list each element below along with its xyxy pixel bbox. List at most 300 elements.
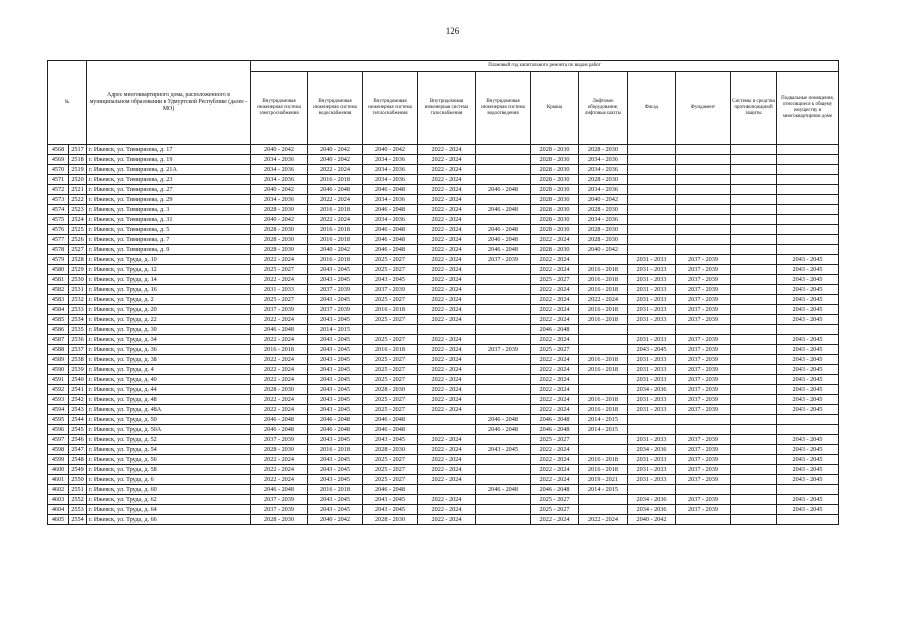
period-cell: 2016 - 2018	[308, 235, 363, 245]
address-cell: г. Ижевск, ул. Тимирязева, д. 9	[87, 245, 251, 255]
period-cell: 2022 - 2024	[531, 315, 579, 325]
period-cell	[628, 185, 676, 195]
period-cell: 2034 - 2036	[251, 155, 308, 165]
period-cell: 2016 - 2018	[579, 275, 628, 285]
period-cell: 2040 - 2042	[579, 245, 628, 255]
period-cell	[628, 225, 676, 235]
period-cell: 2022 - 2024	[531, 355, 579, 365]
address-cell: г. Ижевск, ул. Труда, д. 50А	[87, 425, 251, 435]
table-row	[48, 345, 839, 355]
period-cell: 2046 - 2048	[476, 415, 531, 425]
period-cell: 2037 - 2039	[676, 465, 731, 475]
period-cell: 2037 - 2039	[251, 305, 308, 315]
period-cell: 2016 - 2018	[308, 445, 363, 455]
period-cell	[476, 335, 531, 345]
mo-number-cell: 2542	[69, 395, 87, 405]
period-cell: 2022 - 2024	[531, 405, 579, 415]
period-cell: 2022 - 2024	[418, 495, 476, 505]
period-cell: 2046 - 2048	[531, 325, 579, 335]
period-cell	[628, 165, 676, 175]
mo-number-cell: 2551	[69, 485, 87, 495]
address-cell: г. Ижевск, ул. Труда, д. 64	[87, 505, 251, 515]
period-cell: 2028 - 2030	[251, 235, 308, 245]
period-cell: 2022 - 2024	[531, 515, 579, 525]
period-cell: 2046 - 2048	[363, 485, 418, 495]
period-cell: 2031 - 2033	[628, 365, 676, 375]
address-cell: г. Ижевск, ул. Труда, д. 66	[87, 515, 251, 525]
period-cell: 2043 - 2045	[777, 345, 839, 355]
period-cell	[418, 485, 476, 495]
period-cell: 2043 - 2045	[777, 255, 839, 265]
period-cell: 2037 - 2039	[676, 405, 731, 415]
period-cell: 2037 - 2039	[676, 445, 731, 455]
mo-number-cell: 2541	[69, 385, 87, 395]
period-cell: 2022 - 2024	[418, 185, 476, 195]
period-cell: 2025 - 2027	[363, 255, 418, 265]
period-cell: 2028 - 2030	[251, 205, 308, 215]
address-cell: г. Ижевск, ул. Тимирязева, д. 21А	[87, 165, 251, 175]
period-cell: 2034 - 2036	[363, 215, 418, 225]
period-cell: 2028 - 2030	[251, 515, 308, 525]
period-cell	[676, 195, 731, 205]
period-cell	[476, 515, 531, 525]
work-column-header: Фасад	[628, 72, 676, 145]
period-cell	[476, 375, 531, 385]
period-cell	[363, 325, 418, 335]
period-cell: 2037 - 2039	[676, 265, 731, 275]
mo-number-cell: 2517	[69, 145, 87, 155]
period-cell: 2022 - 2024	[418, 255, 476, 265]
period-cell	[676, 185, 731, 195]
address-cell: г. Ижевск, ул. Труда, д. 6	[87, 475, 251, 485]
period-cell: 2022 - 2024	[579, 515, 628, 525]
period-cell: 2037 - 2039	[251, 505, 308, 515]
period-cell	[731, 295, 777, 305]
period-cell: 2022 - 2024	[418, 285, 476, 295]
period-cell: 2031 - 2033	[628, 355, 676, 365]
period-cell	[676, 225, 731, 235]
period-cell: 2028 - 2030	[531, 225, 579, 235]
period-cell	[731, 435, 777, 445]
row-number-cell: 4579	[48, 255, 69, 265]
period-cell	[418, 425, 476, 435]
period-cell: 2022 - 2024	[251, 475, 308, 485]
period-cell	[579, 445, 628, 455]
address-cell: г. Ижевск, ул. Тимирязева, д. 3	[87, 205, 251, 215]
period-cell	[579, 505, 628, 515]
mo-number-cell: 2524	[69, 215, 87, 225]
period-cell	[777, 415, 839, 425]
period-cell: 2043 - 2045	[308, 295, 363, 305]
mo-number-cell: 2525	[69, 225, 87, 235]
period-cell: 2031 - 2033	[628, 465, 676, 475]
period-cell: 2040 - 2042	[251, 145, 308, 155]
period-cell: 2028 - 2030	[531, 185, 579, 195]
period-cell	[676, 145, 731, 155]
period-cell	[476, 155, 531, 165]
mo-number-cell: 2519	[69, 165, 87, 175]
row-number-cell: 4592	[48, 385, 69, 395]
period-cell: 2022 - 2024	[531, 305, 579, 315]
period-cell: 2022 - 2024	[251, 255, 308, 265]
period-cell: 2022 - 2024	[531, 285, 579, 295]
period-cell	[731, 425, 777, 435]
mo-number-cell: 2536	[69, 335, 87, 345]
address-cell: г. Ижевск, ул. Труда, д. 48	[87, 395, 251, 405]
period-cell: 2043 - 2045	[308, 505, 363, 515]
period-cell: 2022 - 2024	[418, 455, 476, 465]
period-cell: 2037 - 2039	[676, 315, 731, 325]
period-cell: 2043 - 2045	[476, 445, 531, 455]
table-row	[48, 195, 839, 205]
period-cell	[731, 165, 777, 175]
period-cell: 2043 - 2045	[308, 265, 363, 275]
period-cell: 2043 - 2045	[308, 435, 363, 445]
period-cell: 2046 - 2048	[251, 415, 308, 425]
row-number-cell: 4595	[48, 415, 69, 425]
period-cell	[476, 385, 531, 395]
address-cell: г. Ижевск, ул. Тимирязева, д. 31	[87, 215, 251, 225]
table-row	[48, 415, 839, 425]
period-cell	[628, 415, 676, 425]
mo-number-cell: 2548	[69, 455, 87, 465]
row-number-cell: 4586	[48, 325, 69, 335]
address-cell: г. Ижевск, ул. Труда, д. 58	[87, 465, 251, 475]
period-cell	[476, 165, 531, 175]
period-cell: 2022 - 2024	[418, 405, 476, 415]
period-cell: 2043 - 2045	[777, 475, 839, 485]
table-header	[48, 61, 839, 145]
period-cell: 2022 - 2024	[251, 355, 308, 365]
row-number-cell: 4600	[48, 465, 69, 475]
period-cell	[731, 465, 777, 475]
period-cell: 2043 - 2045	[777, 445, 839, 455]
address-cell: г. Ижевск, ул. Труда, д. 62	[87, 495, 251, 505]
period-cell: 2016 - 2018	[579, 305, 628, 315]
period-cell: 2040 - 2042	[308, 155, 363, 165]
period-cell	[579, 435, 628, 445]
period-cell: 2022 - 2024	[418, 355, 476, 365]
mo-number-cell: 2521	[69, 185, 87, 195]
address-cell: г. Ижевск, ул. Труда, д. 16	[87, 285, 251, 295]
period-cell: 2016 - 2018	[308, 225, 363, 235]
period-cell: 2014 - 2015	[579, 425, 628, 435]
period-cell	[777, 165, 839, 175]
period-cell: 2037 - 2039	[308, 285, 363, 295]
period-cell: 2022 - 2024	[251, 375, 308, 385]
mo-number-cell: 2547	[69, 445, 87, 455]
table-row	[48, 285, 839, 295]
period-cell: 2037 - 2039	[676, 365, 731, 375]
table-row	[48, 405, 839, 415]
period-cell	[731, 395, 777, 405]
mo-number-cell: 2528	[69, 255, 87, 265]
period-cell: 2014 - 2015	[308, 325, 363, 335]
period-cell: 2034 - 2036	[251, 175, 308, 185]
period-cell: 2022 - 2024	[418, 465, 476, 475]
period-cell	[628, 155, 676, 165]
period-cell: 2022 - 2024	[418, 515, 476, 525]
row-number-cell: 4602	[48, 485, 69, 495]
period-cell	[731, 405, 777, 415]
table-row	[48, 485, 839, 495]
work-column-header: Крыша	[531, 72, 579, 145]
period-cell	[579, 385, 628, 395]
period-cell: 2028 - 2030	[251, 225, 308, 235]
period-cell: 2025 - 2027	[363, 395, 418, 405]
period-cell: 2031 - 2033	[628, 315, 676, 325]
period-cell: 2040 - 2042	[251, 215, 308, 225]
table-row	[48, 475, 839, 485]
period-cell: 2043 - 2045	[777, 265, 839, 275]
work-column-header: Системы и средства противопожарной защиты	[731, 72, 777, 145]
period-cell: 2043 - 2045	[308, 395, 363, 405]
period-cell	[628, 485, 676, 495]
period-cell: 2022 - 2024	[418, 205, 476, 215]
period-cell: 2016 - 2018	[308, 255, 363, 265]
row-number-cell: 4604	[48, 505, 69, 515]
mo-number-cell: 2550	[69, 475, 87, 485]
period-cell: 2022 - 2024	[418, 195, 476, 205]
mo-number-cell: 2534	[69, 315, 87, 325]
period-cell	[628, 245, 676, 255]
period-cell: 2022 - 2024	[531, 385, 579, 395]
period-cell: 2025 - 2027	[363, 295, 418, 305]
period-cell: 2022 - 2024	[251, 455, 308, 465]
period-cell: 2022 - 2024	[418, 155, 476, 165]
period-cell	[628, 235, 676, 245]
period-cell	[476, 175, 531, 185]
table-row	[48, 215, 839, 225]
period-cell	[476, 455, 531, 465]
period-cell	[628, 205, 676, 215]
period-cell: 2022 - 2024	[418, 375, 476, 385]
period-cell: 2031 - 2033	[628, 255, 676, 265]
row-number-cell: 4590	[48, 365, 69, 375]
period-cell: 2034 - 2036	[251, 165, 308, 175]
period-cell	[628, 145, 676, 155]
period-cell: 2022 - 2024	[418, 145, 476, 155]
period-cell	[676, 415, 731, 425]
period-cell	[731, 155, 777, 165]
period-cell: 2040 - 2042	[308, 515, 363, 525]
period-cell: 2043 - 2045	[777, 395, 839, 405]
address-header: Адрес многоквартирного дома, расположенного в муниципальном образовании в Удмуртской Республике (далее - МО)	[87, 61, 251, 145]
table-row	[48, 295, 839, 305]
table-row	[48, 435, 839, 445]
period-cell: 2022 - 2024	[418, 265, 476, 275]
period-cell: 2016 - 2018	[251, 345, 308, 355]
work-column-header: Фундамент	[676, 72, 731, 145]
period-cell	[777, 425, 839, 435]
period-cell: 2043 - 2045	[777, 315, 839, 325]
mo-number-cell: 2554	[69, 515, 87, 525]
period-cell	[676, 235, 731, 245]
period-cell: 2022 - 2024	[531, 365, 579, 375]
period-cell: 2046 - 2048	[363, 425, 418, 435]
period-cell: 2028 - 2030	[579, 145, 628, 155]
table-row	[48, 325, 839, 335]
period-cell: 2028 - 2030	[363, 385, 418, 395]
period-cell: 2034 - 2036	[628, 385, 676, 395]
period-cell: 2028 - 2030	[363, 515, 418, 525]
period-cell: 2025 - 2027	[531, 275, 579, 285]
period-cell	[777, 485, 839, 495]
page-number: 126	[445, 26, 460, 36]
mo-number-cell: 2545	[69, 425, 87, 435]
period-cell: 2016 - 2018	[363, 345, 418, 355]
period-cell: 2046 - 2048	[476, 225, 531, 235]
period-cell: 2022 - 2024	[531, 295, 579, 305]
period-cell: 2016 - 2018	[579, 465, 628, 475]
period-cell: 2043 - 2045	[308, 365, 363, 375]
period-cell: 2043 - 2045	[363, 505, 418, 515]
period-cell: 2046 - 2048	[531, 485, 579, 495]
period-cell	[476, 275, 531, 285]
period-cell: 2040 - 2042	[628, 515, 676, 525]
address-cell: г. Ижевск, ул. Труда, д. 30	[87, 325, 251, 335]
period-cell	[731, 495, 777, 505]
period-cell: 2022 - 2024	[418, 215, 476, 225]
period-cell: 2028 - 2030	[531, 205, 579, 215]
period-cell	[628, 325, 676, 335]
period-cell: 2043 - 2045	[777, 505, 839, 515]
mo-number-cell: 2537	[69, 345, 87, 355]
address-cell: г. Ижевск, ул. Труда, д. 54	[87, 445, 251, 455]
period-cell: 2043 - 2045	[777, 295, 839, 305]
period-cell: 2043 - 2045	[308, 355, 363, 365]
period-cell: 2022 - 2024	[531, 465, 579, 475]
table-row	[48, 425, 839, 435]
period-cell: 2022 - 2024	[418, 435, 476, 445]
period-cell: 2043 - 2045	[308, 315, 363, 325]
period-cell	[676, 515, 731, 525]
period-cell	[731, 345, 777, 355]
period-cell: 2022 - 2024	[418, 165, 476, 175]
period-cell	[579, 325, 628, 335]
period-cell: 2025 - 2027	[363, 265, 418, 275]
period-cell	[731, 515, 777, 525]
period-cell: 2037 - 2039	[676, 375, 731, 385]
period-cell: 2025 - 2027	[363, 375, 418, 385]
mo-number-cell: 2544	[69, 415, 87, 425]
period-cell: 2034 - 2036	[251, 195, 308, 205]
address-cell: г. Ижевск, ул. Труда, д. 22	[87, 315, 251, 325]
period-cell: 2022 - 2024	[418, 225, 476, 235]
period-cell	[476, 295, 531, 305]
row-number-cell: 4571	[48, 175, 69, 185]
period-cell: 2043 - 2045	[308, 405, 363, 415]
period-cell: 2022 - 2024	[418, 385, 476, 395]
period-cell: 2031 - 2033	[628, 275, 676, 285]
period-cell: 2046 - 2048	[308, 415, 363, 425]
row-number-cell: 4587	[48, 335, 69, 345]
period-cell: 2025 - 2027	[363, 465, 418, 475]
row-number-cell: 4594	[48, 405, 69, 415]
period-cell	[676, 425, 731, 435]
period-cell: 2022 - 2024	[579, 295, 628, 305]
period-cell: 2034 - 2036	[579, 185, 628, 195]
period-cell: 2028 - 2030	[531, 175, 579, 185]
row-number-cell: 4581	[48, 275, 69, 285]
address-cell: г. Ижевск, ул. Труда, д. 40	[87, 375, 251, 385]
mo-number-cell: 2531	[69, 285, 87, 295]
period-cell: 2025 - 2027	[363, 315, 418, 325]
period-cell: 2022 - 2024	[418, 365, 476, 375]
row-number-cell: 4568	[48, 145, 69, 155]
period-cell: 2016 - 2018	[579, 265, 628, 275]
address-cell: г. Ижевск, ул. Труда, д. 44	[87, 385, 251, 395]
period-cell: 2028 - 2030	[251, 385, 308, 395]
table-row	[48, 315, 839, 325]
period-cell: 2043 - 2045	[628, 345, 676, 355]
period-cell: 2043 - 2045	[308, 465, 363, 475]
period-cell	[676, 485, 731, 495]
period-cell	[777, 145, 839, 155]
period-cell	[777, 325, 839, 335]
period-cell: 2022 - 2024	[531, 455, 579, 465]
period-cell	[731, 315, 777, 325]
period-cell: 2025 - 2027	[363, 355, 418, 365]
period-cell: 2025 - 2027	[531, 495, 579, 505]
table-row	[48, 265, 839, 275]
period-cell	[731, 335, 777, 345]
mo-number-cell: 2543	[69, 405, 87, 415]
mo-number-cell: 2527	[69, 245, 87, 255]
period-cell: 2043 - 2045	[777, 455, 839, 465]
period-cell: 2022 - 2024	[418, 335, 476, 345]
period-cell: 2022 - 2024	[251, 315, 308, 325]
period-cell: 2016 - 2018	[579, 405, 628, 415]
period-cell: 2046 - 2048	[363, 225, 418, 235]
period-cell	[731, 365, 777, 375]
period-cell	[777, 155, 839, 165]
period-cell: 2022 - 2024	[251, 275, 308, 285]
period-cell	[731, 145, 777, 155]
address-cell: г. Ижевск, ул. Труда, д. 10	[87, 255, 251, 265]
address-cell: г. Ижевск, ул. Труда, д. 50	[87, 415, 251, 425]
period-cell	[579, 375, 628, 385]
period-cell: 2040 - 2042	[363, 145, 418, 155]
mo-number-cell: 2526	[69, 235, 87, 245]
period-cell: 2031 - 2033	[628, 305, 676, 315]
period-cell	[777, 205, 839, 215]
period-cell: 2046 - 2048	[308, 425, 363, 435]
address-cell: г. Ижевск, ул. Труда, д. 36	[87, 345, 251, 355]
period-cell: 2043 - 2045	[777, 405, 839, 415]
period-cell: 2034 - 2036	[363, 175, 418, 185]
period-cell: 2025 - 2027	[531, 505, 579, 515]
period-cell: 2046 - 2048	[531, 415, 579, 425]
period-cell	[628, 215, 676, 225]
period-cell	[731, 215, 777, 225]
period-cell	[476, 405, 531, 415]
period-cell: 2040 - 2042	[308, 145, 363, 155]
row-number-cell: 4577	[48, 235, 69, 245]
period-cell: 2046 - 2048	[476, 205, 531, 215]
row-number-cell: 4589	[48, 355, 69, 365]
period-cell: 2028 - 2030	[579, 175, 628, 185]
table-row	[48, 255, 839, 265]
row-number-cell: 4599	[48, 455, 69, 465]
mo-number-cell: 2518	[69, 155, 87, 165]
work-column-header: Лифтовое оборудование, лифтовые шахты	[579, 72, 628, 145]
period-cell	[777, 235, 839, 245]
period-cell: 2043 - 2045	[777, 365, 839, 375]
address-cell: г. Ижевск, ул. Труда, д. 38	[87, 355, 251, 365]
period-cell	[476, 435, 531, 445]
period-cell: 2016 - 2018	[308, 485, 363, 495]
